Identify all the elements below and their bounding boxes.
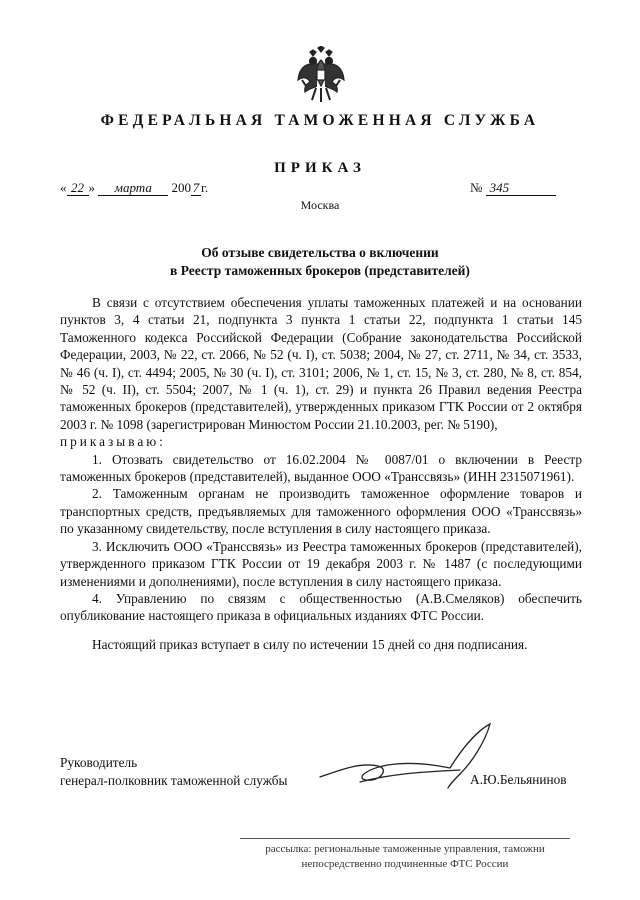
distribution-list bbox=[240, 842, 570, 872]
distribution-line-1: рассылка: региональные таможенные управления, таможни bbox=[265, 843, 545, 855]
signatory-name: А.Ю.Бельянинов bbox=[470, 772, 567, 787]
date-day: 22 bbox=[67, 181, 89, 196]
date-open-quote: « bbox=[60, 180, 67, 195]
number-value: 345 bbox=[486, 181, 556, 196]
signatory-position bbox=[60, 754, 287, 790]
preamble-paragraph: В связи с отсутствием обеспечения уплаты таможенных платежей и на основании пунктов 3, 4 статьи 21, подпункта 3 пункта 1 статьи 22, подпункта 1 статьи 145 Таможенного кодекса Российской Федерации (Собрание законодательства Российской Федерации, 2003, № 22, ст. 2066, № 52 (ч. I), ст. 5038; 2004, № 27, ст. 2711, № 34, ст. 3533, № 46 (ч. I), ст. 4494; 2005, № 30 (ч. I), ст. 3101; 2006, № 1, ст. 15, № 3, ст. 280, № 8, ст. 854, № 52 (ч. II), ст. 5504; 2007, № 1 (ч. 1), ст. 29) и пункта 26 Правил ведения Реестра таможенных брокеров (представителей), утвержденных приказом ГТК России от 2 октября 2003 г. № 1098 (зарегистрирован Минюстом России 21.10.2003, рег. № 5190), bbox=[60, 295, 582, 432]
date-month: марта bbox=[98, 181, 168, 196]
order-body bbox=[60, 294, 582, 653]
russian-eagle-emblem-icon bbox=[296, 46, 346, 104]
item-4: 4. Управлению по связям с общественностью (А.В.Смеляков) обеспечить опубликование настоящего приказа в официальных изданиях ФТС России. bbox=[60, 590, 582, 624]
subject-line-2: в Реестр таможенных брокеров (представителей) bbox=[170, 263, 470, 278]
document-type-title: ПРИКАЗ bbox=[274, 160, 366, 176]
date-year-suffix: 7 bbox=[192, 180, 200, 195]
item-3: 3. Исключить ООО «Транссвязь» из Реестра таможенных брокеров (представителей), утвержденного приказом ГТК России от 19 декабря 2003 г. № 1487 (с последующими изменениями и дополнениями), после вступления в силу настоящего приказа. bbox=[60, 538, 582, 589]
effective-clause: Настоящий приказ вступает в силу по истечении 15 дней со дня подписания. bbox=[92, 636, 528, 652]
date-year-prefix: 200 bbox=[171, 180, 191, 195]
signatory-position-line-2: генерал-полковник таможенной службы bbox=[60, 773, 288, 788]
item-2: 2. Таможенным органам не производить таможенное оформление товаров и транспортных средств, предъявляемых для таможенного оформления ООО «Транссвязь» по указанному свидетельству, после вступления в силу настоящего приказа. bbox=[60, 486, 582, 537]
date-close-quote: » bbox=[88, 180, 95, 195]
date-year-tail: г. bbox=[201, 180, 209, 195]
order-date bbox=[60, 180, 208, 196]
subject-line-1: Об отзыве свидетельства о включении bbox=[201, 245, 439, 260]
spacer bbox=[60, 625, 582, 636]
distribution-divider bbox=[240, 838, 570, 839]
agency-name: ФЕДЕРАЛЬНАЯ ТАМОЖЕННАЯ СЛУЖБА bbox=[100, 112, 540, 129]
handwritten-signature bbox=[300, 722, 500, 802]
distribution-line-2: непосредственно подчиненные ФТС России bbox=[301, 858, 509, 870]
number-label: № bbox=[470, 180, 483, 195]
order-number bbox=[470, 180, 556, 196]
signatory-position-line-1: Руководитель bbox=[60, 755, 138, 770]
order-subject bbox=[0, 244, 640, 280]
decree-word: приказываю: bbox=[60, 434, 166, 450]
city: Москва bbox=[300, 198, 340, 212]
item-1: 1. Отозвать свидетельство от 16.02.2004 № 0087/01 о включении в Реестр таможенных брокеров (представителей), выданное ООО «Транссвязь» (ИНН 2315071961). bbox=[60, 451, 582, 485]
